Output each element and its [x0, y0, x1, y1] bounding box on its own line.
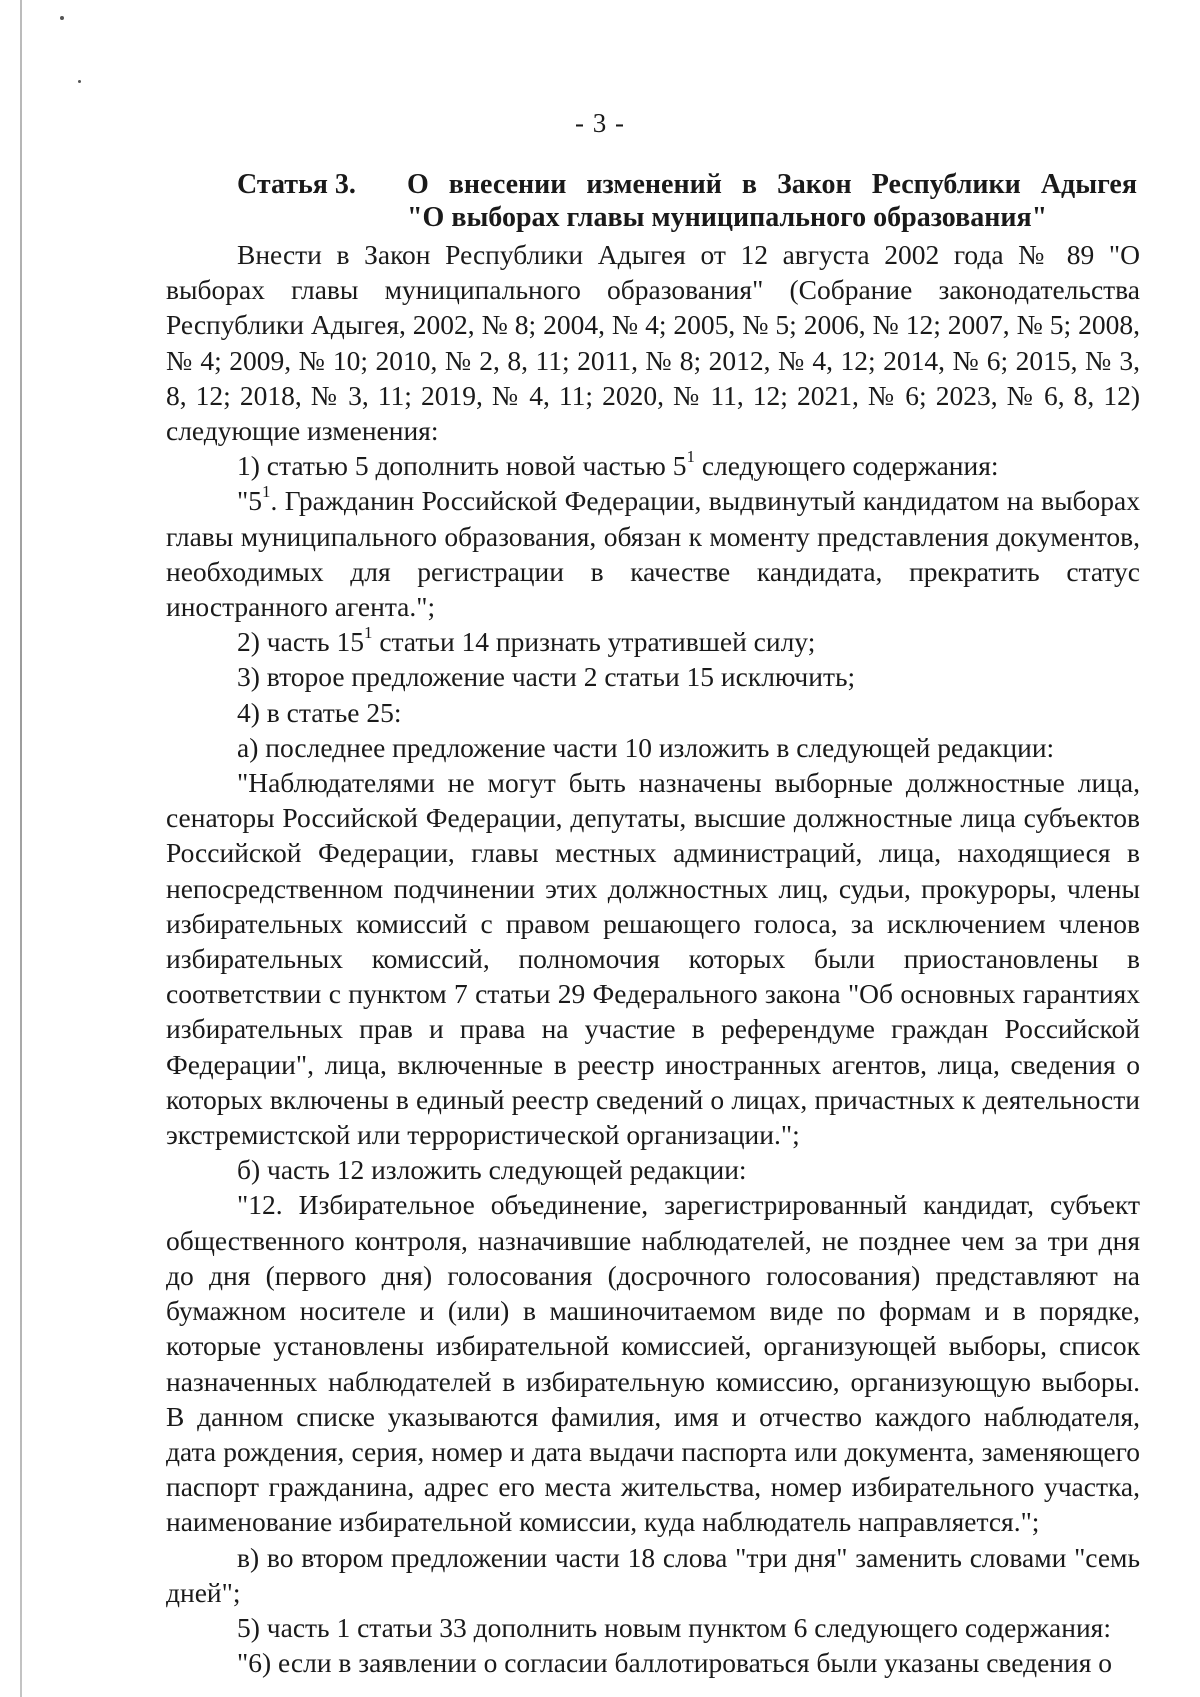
scan-speck [78, 80, 81, 83]
article-title [407, 168, 1137, 234]
page-number: - 3 - [575, 108, 625, 138]
document-body [166, 237, 1140, 1680]
paragraph-intro: Внести в Закон Республики Адыгея от 12 августа 2002 года № 89 "О выборах главы муниципального образования" (Собрание законодательства Республики Адыгея, 2002, № 8; 2004, № 4; 2005, № 5; 2006, № 12; 2007, № 5; 2008, № 4; 2009, № 10; 2010, № 2, 8, 11; 2011, № 8; 2012, № 4, 12; 2014, № 6; 2015, № 3, 8, 12; 2018, № 3, 11; 2019, № 4, 11; 2020, № 11, 12; 2021, № 6; 2023, № 6, 8, 12) следующие изменения: [166, 239, 1140, 447]
article-title-line-1: О внесении изменений в Закон Республики Адыгея [407, 169, 1137, 200]
paragraph-item-5: 5) часть 1 статьи 33 дополнить новым пунктом 6 следующего содержания: [237, 1611, 1111, 1643]
paragraph-item-6-quote: "6) если в заявлении о согласии баллотироваться были указаны сведения о [237, 1647, 1112, 1679]
scan-edge [20, 0, 22, 1697]
paragraph-item-2: 2) часть $15^1$ статьи 14 признать утратившей силу; [237, 623, 816, 658]
scan-speck [60, 16, 64, 20]
paragraph-item-4a: а) последнее предложение части 10 изложить в следующей редакции: [237, 731, 1055, 763]
paragraph-observers-quote: "Наблюдателями не могут быть назначены выборные должностные лица, сенаторы Российской Федерации, депутаты, высшие должностные лица субъектов Российской Федерации, главы местных администраций, лица, находящиеся в непосредственном подчинении этих должностных лиц, судьи, прокуроры, члены избирательных комиссий с правом решающего голоса, за исключением членов избирательных комиссий, полномочия которых были приостановлены в соответствии с пунктом 7 статьи 29 Федерального закона "Об основных гарантиях избирательных прав и права на участие в референдуме граждан Российской Федерации", лица, включенные в реестр иностранных агентов, лица, сведения о которых включены в единый реестр сведений о лицах, причастных к деятельности экстремистской или террористической организации."; [166, 767, 1140, 1151]
paragraph-item-4v: в) во втором предложении части 18 слова "три дня" заменить словами "семь дней"; [166, 1541, 1140, 1608]
paragraph-item-4b: б) часть 12 изложить следующей редакции: [237, 1154, 747, 1186]
paragraph-part-12-quote: "12. Избирательное объединение, зарегистрированный кандидат, субъект общественного контроля, назначившие наблюдателей, не позднее чем за три дня до дня (первого дня) голосования (досрочного голосования) представляют на бумажном носителе и (или) в машиночитаемом виде по формам и в порядке, которые установлены избирательной комиссией, организующей выборы, список назначенных наблюдателей в избирательную комиссию, организующую выборы. В данном списке указываются фамилия, имя и отчество каждого наблюдателя, дата рождения, серия, номер и дата выдачи паспорта или документа, заменяющего паспорт гражданина, адрес его места жительства, номер избирательного участка, наименование избирательной комиссии, куда наблюдатель направляется."; [166, 1189, 1140, 1538]
paragraph-item-1: 1) статью 5 дополнить новой частью $5^1$ следующего содержания: [237, 447, 999, 482]
paragraph-item-4: 4) в статье 25: [237, 696, 402, 728]
article-title-line-2: "О выборах главы муниципального образования" [407, 202, 1048, 233]
paragraph-item-3: 3) второе предложение части 2 статьи 15 исключить; [237, 661, 856, 693]
paragraph-part-5-1: "$5^1$. Гражданин Российской Федерации, выдвинутый кандидатом на выборах главы муниципального образования, обязан к моменту представления документов, необходимых для регистрации в качестве кандидата, прекратить статус иностранного агента."; [166, 482, 1140, 623]
article-label: Статья 3. [237, 169, 356, 200]
